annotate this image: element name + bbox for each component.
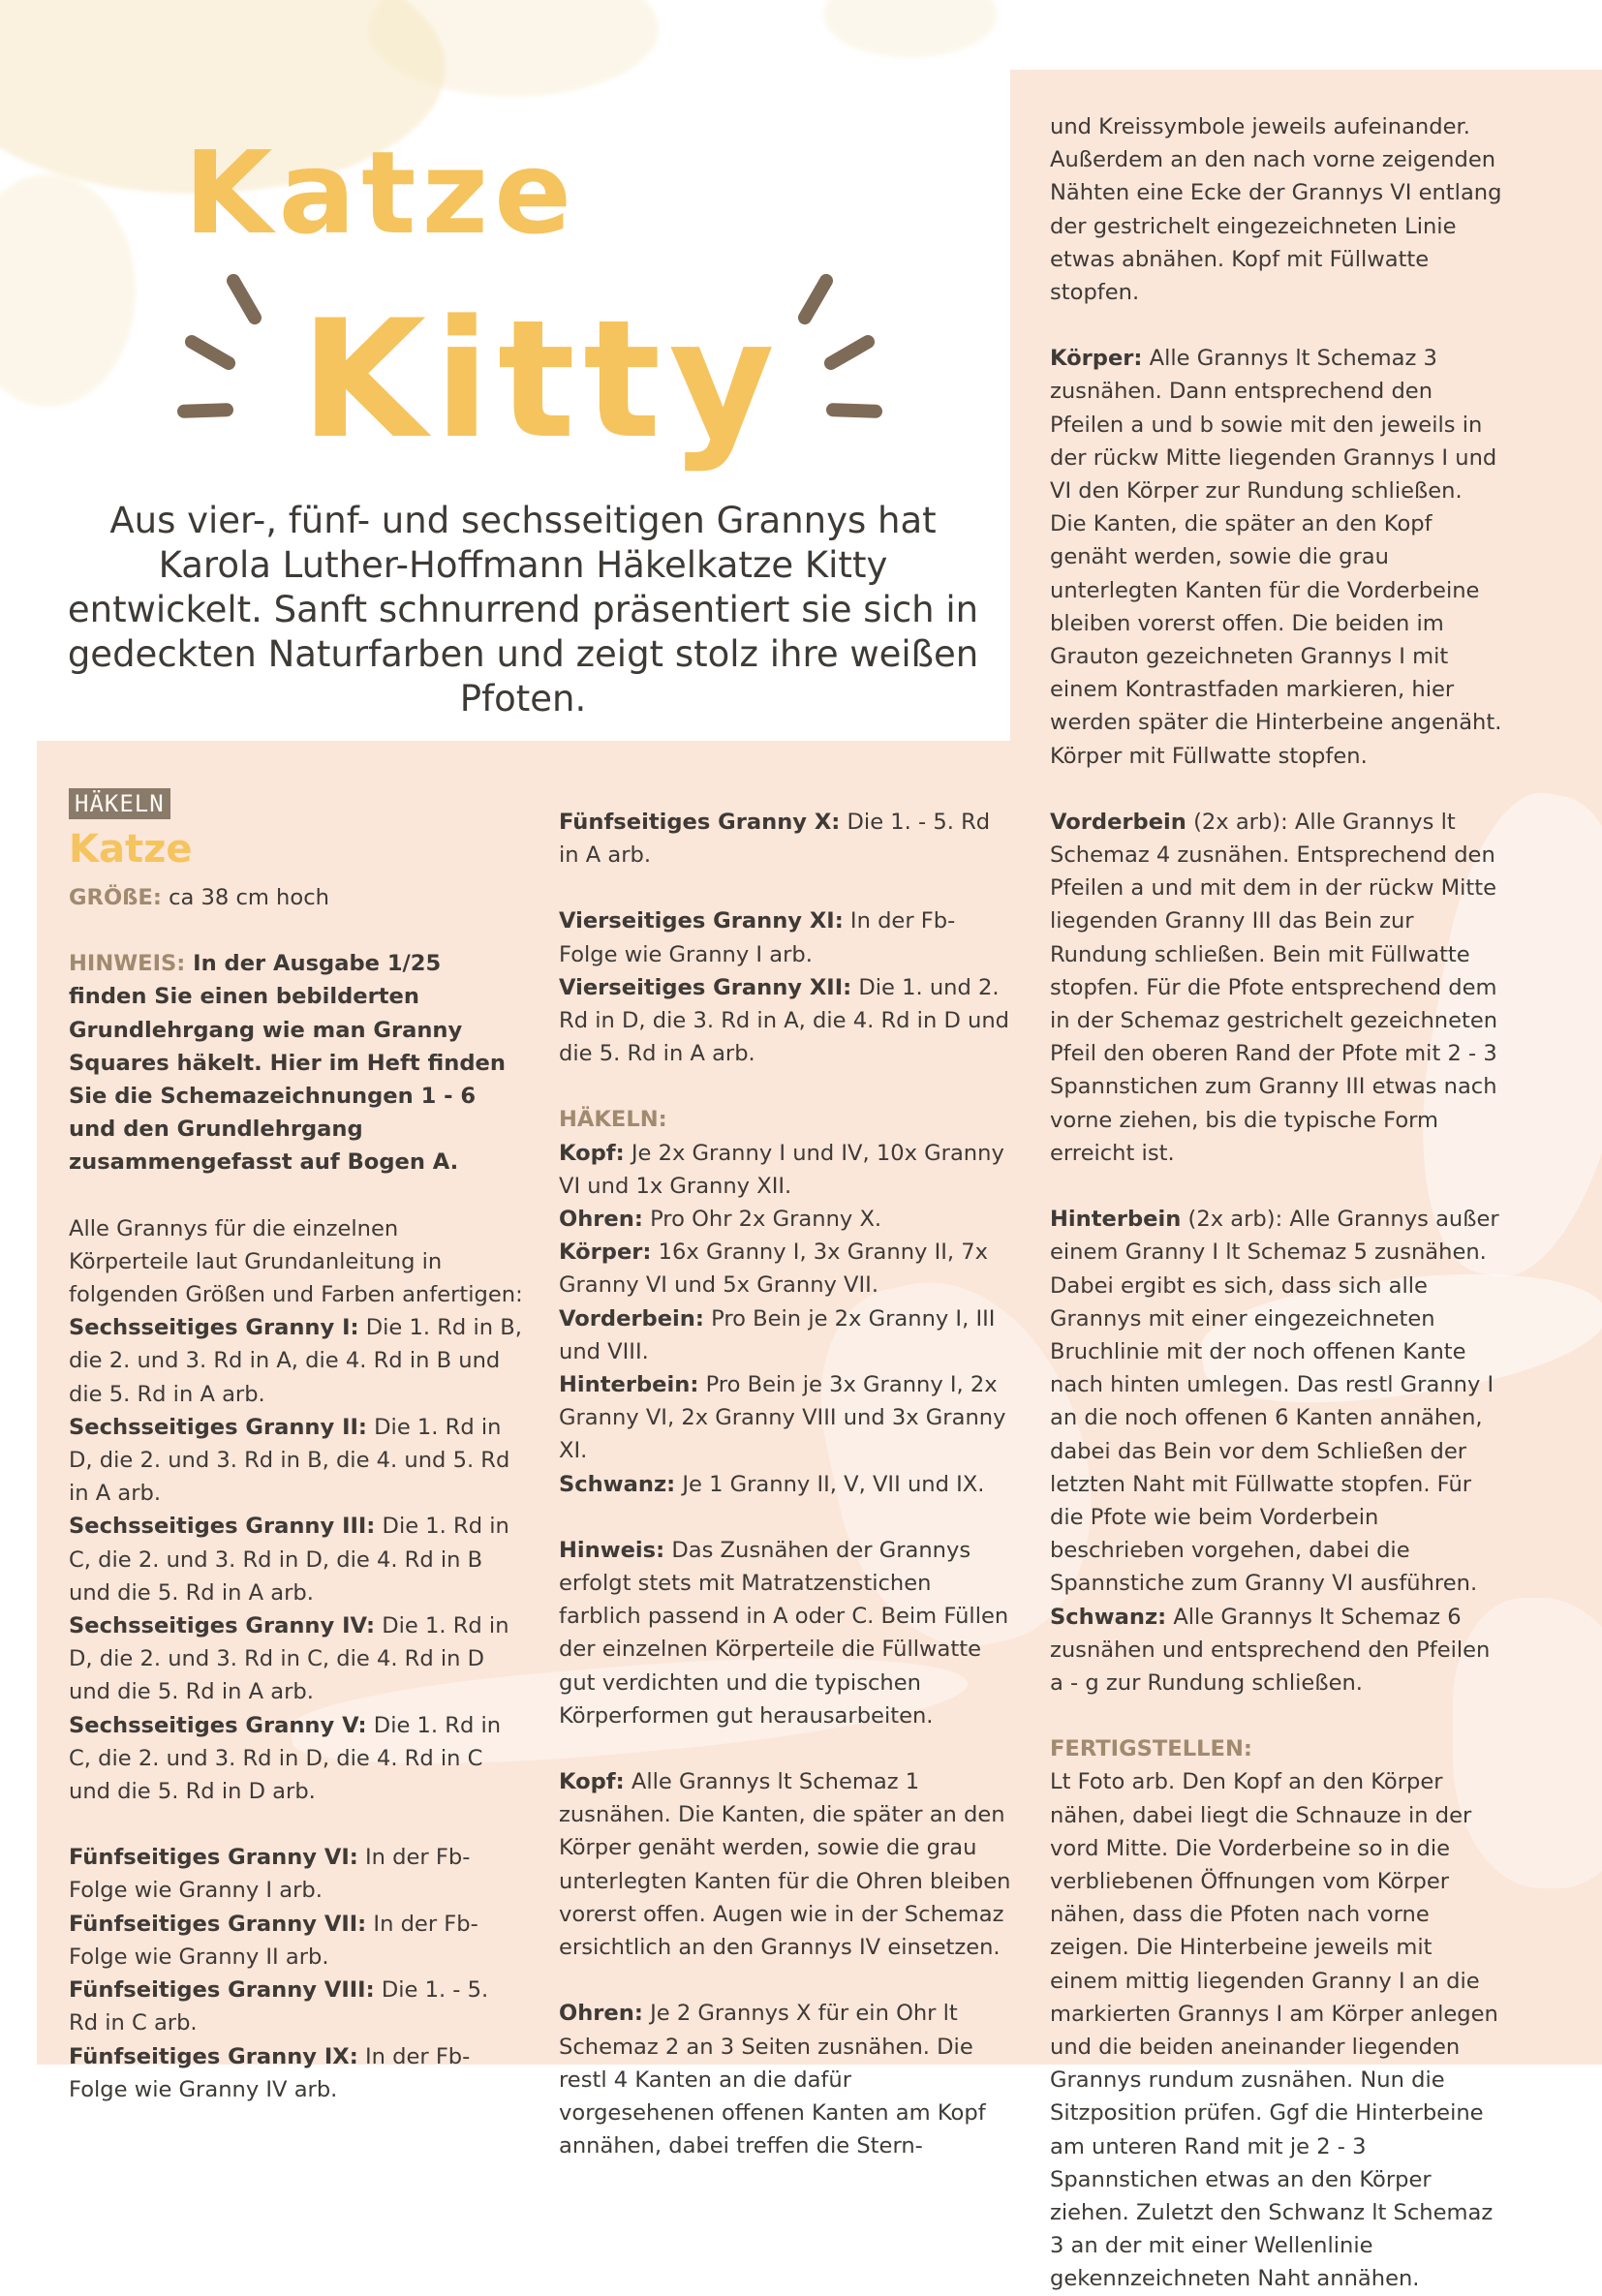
- section-title: Katze: [69, 827, 193, 872]
- granny-item: Fünfseitiges Granny X: Die 1. - 5. Rd in A arb.: [559, 810, 991, 869]
- title-line-2: Kitty: [300, 285, 783, 475]
- title-line-1: Katze: [184, 126, 578, 260]
- granny-item: Sechsseitiges Granny I: Die 1. Rd in B, die 2. und 3. Rd in A, die 4. Rd in B und die 5. Rd in A arb.: [69, 1315, 522, 1407]
- crochet-heading: HÄKELN:: [559, 1107, 667, 1133]
- part-item: Kopf: Je 2x Granny I und IV, 10x Granny VI und 1x Granny XII.: [559, 1140, 1004, 1199]
- column-1: [69, 788, 524, 2106]
- part-item: Vorderbein: Pro Bein je 2x Granny I, III und VIII.: [559, 1305, 996, 1364]
- hind-leg-paragraph: Hinterbein (2x arb): Alle Grannys außer einem Granny I lt Schemaz 5 zusnähen. Dabei ergibt es sich, dass sich alle Grannys mit einer eingezeichneten Bruchlinie mit der noch offenen Kante nach hinten umlegen. Das restl Granny I an die noch offenen 6 Kanten annähen, dabei das Bein vor dem Schließen der letzten Naht mit Füllwatte stopfen. Für die Pfote wie beim Vorderbein beschrieben vorgehen, dabei die Spannstiche zum Granny VI ausführen.: [1050, 1207, 1499, 1597]
- part-item: Hinterbein: Pro Bein je 3x Granny I, 2x Granny VI, 2x Granny VIII und 3x Granny XI.: [559, 1372, 1006, 1464]
- hint-paragraph: HINWEIS: In der Ausgabe 1/25 finden Sie einen bebilderten Grundlehrgang wie man Granny Squares häkelt. Hier im Heft finden Sie die Schemazeichnungen 1 - 6 und den Grundlehrgang zusammengefasst auf Bogen A.: [69, 951, 506, 1176]
- continued-paragraph: und Kreissymbole jeweils aufeinander. Außerdem an den nach vorne zeigenden Nähten eine Ecke der Grannys VI entlang der gestrichelt eingezeichneten Linie etwas abnähen. Kopf mit Füllwatte stopfen.: [1050, 114, 1502, 306]
- part-item: Körper: 16x Granny I, 3x Granny II, 7x Granny VI und 5x Granny VII.: [559, 1240, 989, 1299]
- column-2: [559, 806, 1013, 2162]
- note-paragraph: Hinweis: Das Zusnähen der Grannys erfolgt stets mit Matratzenstichen farblich passend in A oder C. Beim Füllen der einzelnen Körperteile die Füllwatte gut verdichten und die typischen Körperformen gut herausarbeiten.: [559, 1537, 1009, 1729]
- finishing-heading: FERTIGSTELLEN:: [1050, 1736, 1252, 1762]
- finishing-paragraph: Lt Foto arb. Den Kopf an den Körper nähen, dabei liegt die Schnauze in der vord Mitte. Die Vorderbeine so in die verbliebenen Öffnungen vom Körper nähen, dass die Pfoten nach vorne zeigen. Die Hinterbeine jeweils mit einem mittig liegenden Granny I an die markierten Grannys I am Körper anlegen und die beiden aneinander liegenden Grannys rundum zusnähen. Nun die Sitzposition prüfen. Ggf die Hinterbeine am unteren Rand mit je 2 - 3 Spannstichen etwas an den Körper ziehen. Zuletzt den Schwanz lt Schemaz 3 an der mit einer Wellenlinie gekennzeichneten Naht annähen.: [1050, 1769, 1498, 2292]
- ears-paragraph: Ohren: Je 2 Grannys X für ein Ohr lt Schemaz 2 an 3 Seiten zusnähen. Die restl 4 Kanten an die dafür vorgesehenen offenen Kanten am Kopf annähen, dabei treffen die Stern-: [559, 2001, 986, 2159]
- intro-paragraph: Alle Grannys für die einzelnen Körperteile laut Grundanleitung in folgenden Größen und Farben anfertigen:: [69, 1215, 523, 1308]
- granny-item: Vierseitiges Granny XII: Die 1. und 2. Rd in D, die 3. Rd in A, die 4. Rd in D und die 5. Rd in A arb.: [559, 974, 1010, 1067]
- tail-paragraph: Schwanz: Alle Grannys lt Schemaz 6 zusnähen und entsprechend den Pfeilen a - g zur Rundung schließen.: [1050, 1604, 1491, 1696]
- section-tag: HÄKELN: [69, 788, 170, 819]
- paint-splash: [823, 0, 998, 58]
- granny-item: Sechsseitiges Granny IV: Die 1. Rd in D, die 2. und 3. Rd in C, die 4. Rd in D und die 5. Rd in A arb.: [69, 1613, 509, 1705]
- granny-item: Fünfseitiges Granny VII: In der Fb-Folge wie Granny II arb.: [69, 1911, 478, 1970]
- granny-item: Fünfseitiges Granny IX: In der Fb-Folge wie Granny IV arb.: [69, 2043, 471, 2102]
- left-rays-icon: [177, 271, 264, 418]
- column-3: [1050, 110, 1504, 2296]
- page-title: [145, 97, 920, 484]
- granny-item: Sechsseitiges Granny V: Die 1. Rd in C, die 2. und 3. Rd in D, die 4. Rd in C und die 5. Rd in D arb.: [69, 1712, 502, 1805]
- intro-text: Aus vier-, fünf- und sechsseitigen Grannys hat Karola Luther-Hoffmann Häkelkatze Kitty entwickelt. Sanft schnurrend präsentiert sie sich in gedeckten Naturfarben und zeigt stolz ihre weißen Pfoten.: [67, 500, 979, 719]
- paint-splash: [0, 174, 136, 407]
- part-item: Schwanz: Je 1 Granny II, V, VII und IX.: [559, 1471, 985, 1497]
- granny-item: Sechsseitiges Granny III: Die 1. Rd in C, die 2. und 3. Rd in D, die 4. Rd in B und die 5. Rd in A arb.: [69, 1514, 509, 1606]
- granny-item: Fünfseitiges Granny VIII: Die 1. - 5. Rd in C arb.: [69, 1977, 489, 2036]
- right-rays-icon: [795, 271, 882, 418]
- front-leg-paragraph: Vorderbein (2x arb): Alle Grannys lt Schemaz 4 zusnähen. Entsprechend den Pfeilen a und mit dem in der rückw Mitte liegenden Granny III das Bein zur Rundung schließen. Bein mit Füllwatte stopfen. Für die Pfote entsprechend dem in der Schemaz gestrichelt gezeichneten Pfeil den oberen Rand der Pfote mit 2 - 3 Spannstichen zum Granny III etwas nach vorne ziehen, bis die typische Form erreicht ist.: [1050, 809, 1498, 1166]
- head-paragraph: Kopf: Alle Grannys lt Schemaz 1 zusnähen. Die Kanten, die später an den Körper genäht werden, sowie die grau unterlegten Kanten für die Ohren bleiben vorerst offen. Augen wie in der Schemaz ersichtlich an den Grannys IV einsetzen.: [559, 1769, 1011, 1961]
- part-item: Ohren: Pro Ohr 2x Granny X.: [559, 1207, 882, 1233]
- granny-item: Fünfseitiges Granny VI: In der Fb-Folge wie Granny I arb.: [69, 1845, 471, 1904]
- size-line: GRÖßE: ca 38 cm hoch: [69, 885, 329, 910]
- granny-item: Sechsseitiges Granny II: Die 1. Rd in D, die 2. und 3. Rd in B, die 4. und 5. Rd in A arb.: [69, 1414, 510, 1507]
- granny-item: Vierseitiges Granny XI: In der Fb-Folge wie Granny I arb.: [559, 908, 956, 967]
- body-paragraph: Körper: Alle Grannys lt Schemaz 3 zusnähen. Dann entsprechend den Pfeilen a und b sowie mit den jeweils in der rückw Mitte liegenden Grannys I und VI den Körper zur Rundung schließen. Die Kanten, die später an den Kopf genäht werden, sowie die grau unterlegten Kanten für die Vorderbeine bleiben vorerst offen. Die beiden im Grauton gezeichneten Grannys I mit einem Kontrastfaden markieren, hier werden später die Hinterbeine angenäht. Körper mit Füllwatte stopfen.: [1050, 346, 1502, 769]
